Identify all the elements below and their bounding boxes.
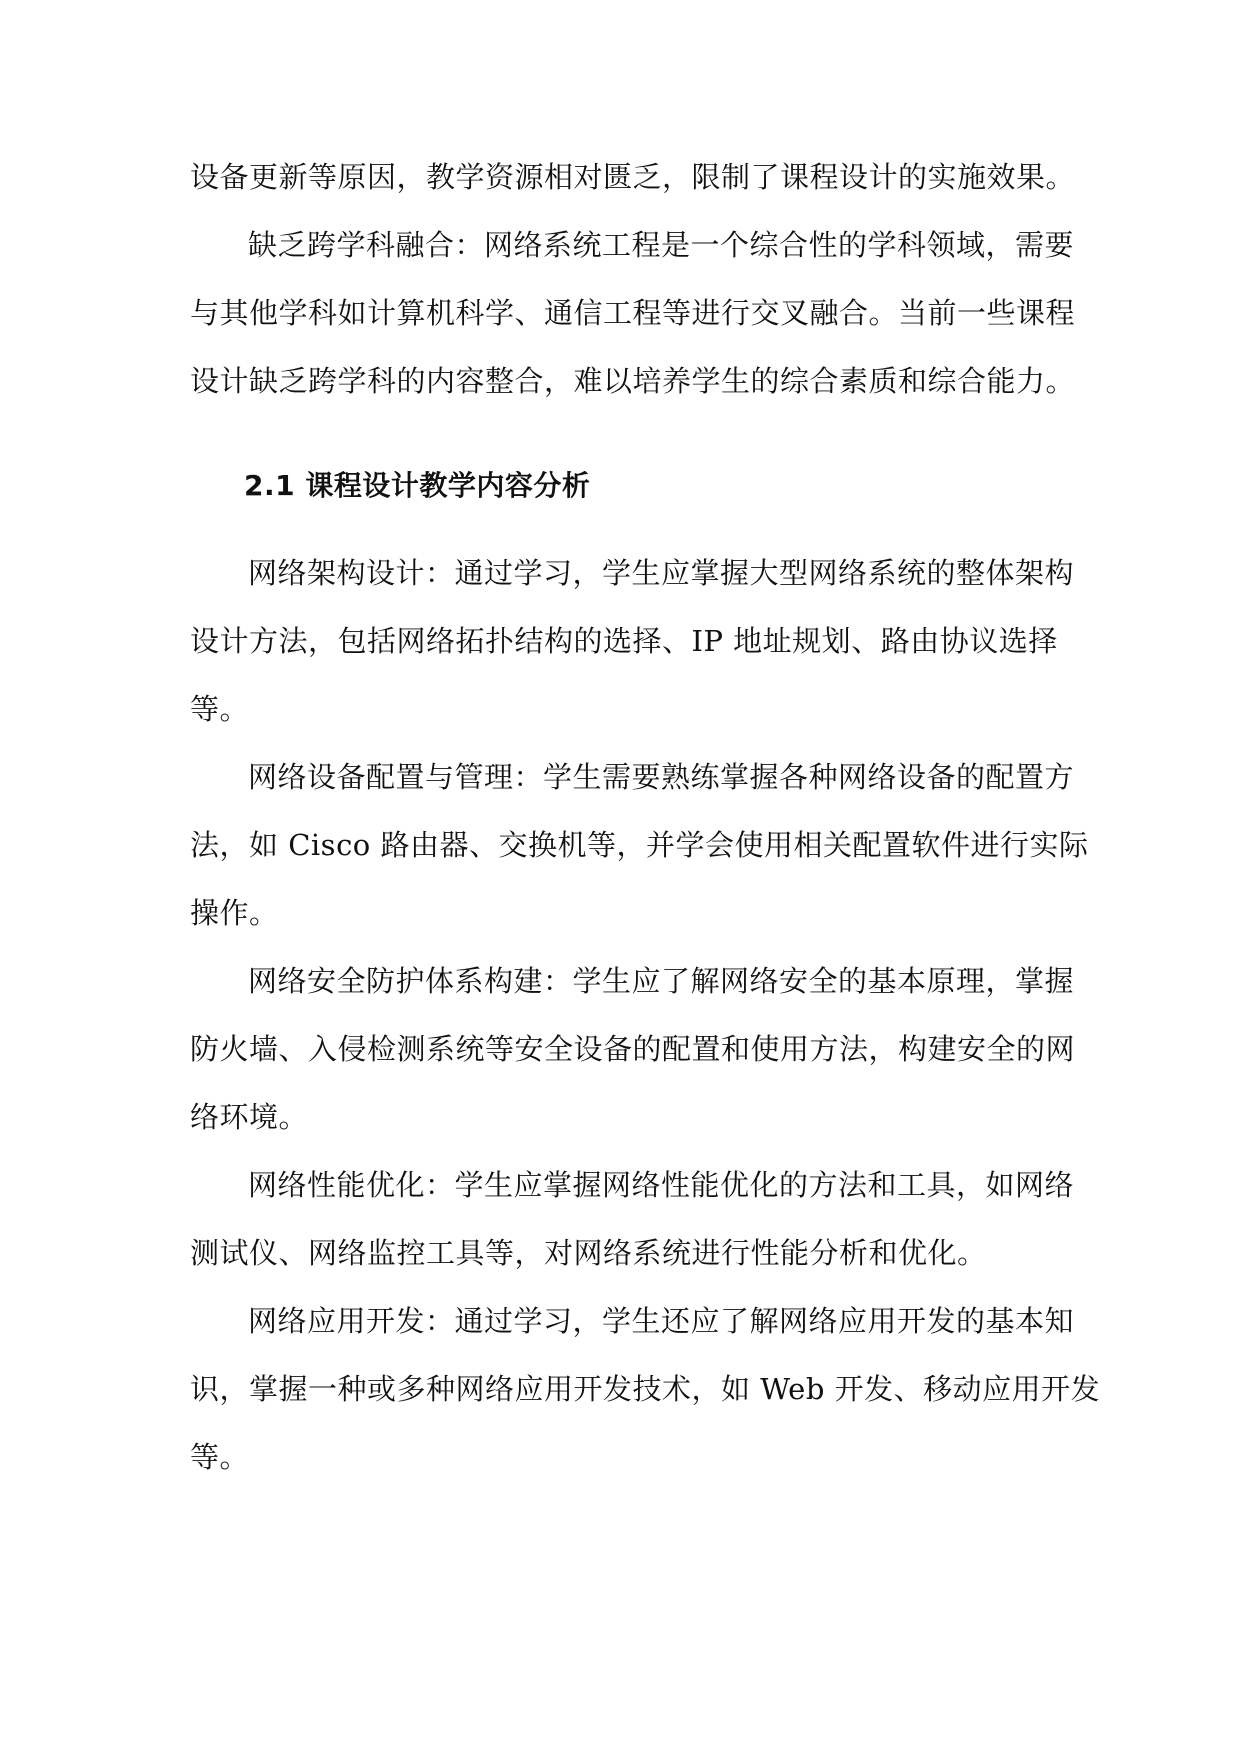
paragraph-performance (190, 1151, 1075, 1287)
paragraph-line: 络环境。 (190, 1100, 309, 1134)
paragraph-line: 识，掌握一种或多种网络应用开发技术，如 Web 开发、移动应用开发 (190, 1372, 1101, 1406)
paragraph-line: 网络应用开发：通过学习，学生还应了解网络应用开发的基本知 (248, 1304, 1075, 1338)
paragraph-line: 设计方法，包括网络拓扑结构的选择、IP 地址规划、路由协议选择 (190, 624, 1058, 658)
paragraph-continuation (190, 143, 1076, 211)
section-heading-block (190, 415, 1056, 539)
paragraph-line: 等。 (190, 1440, 250, 1474)
paragraph-line: 与其他学科如计算机科学、通信工程等进行交叉融合。当前一些课程 (190, 296, 1076, 330)
paragraph-security (190, 947, 1076, 1151)
paragraph-line: 缺乏跨学科融合：网络系统工程是一个综合性的学科领域，需要 (248, 228, 1075, 262)
paragraph-line: 等。 (190, 692, 250, 726)
paragraph-line: 网络架构设计：通过学习，学生应掌握大型网络系统的整体架构 (248, 556, 1075, 590)
paragraph-line: 网络设备配置与管理：学生需要熟练掌握各种网络设备的配置方 (248, 760, 1075, 794)
paragraph-network-architecture (190, 539, 1075, 743)
document-body (190, 143, 1101, 1491)
paragraph-interdisciplinary (190, 211, 1076, 415)
paragraph-line: 设备更新等原因，教学资源相对匮乏，限制了课程设计的实施效果。 (190, 160, 1076, 194)
paragraph-line: 测试仪、网络监控工具等，对网络系统进行性能分析和优化。 (190, 1236, 987, 1270)
paragraph-line: 法，如 Cisco 路由器、交换机等，并学会使用相关配置软件进行实际 (190, 828, 1089, 862)
paragraph-line: 设计缺乏跨学科的内容整合，难以培养学生的综合素质和综合能力。 (190, 364, 1076, 398)
section-heading: 2.1 课程设计教学内容分析 (244, 469, 591, 502)
paragraph-line: 防火墙、入侵检测系统等安全设备的配置和使用方法，构建安全的网 (190, 1032, 1076, 1066)
paragraph-device-configuration (190, 743, 1089, 947)
paragraph-line: 操作。 (190, 896, 279, 930)
paragraph-line: 网络安全防护体系构建：学生应了解网络安全的基本原理，掌握 (248, 964, 1075, 998)
paragraph-line: 网络性能优化：学生应掌握网络性能优化的方法和工具，如网络 (248, 1168, 1075, 1202)
paragraph-application-development (190, 1287, 1101, 1491)
